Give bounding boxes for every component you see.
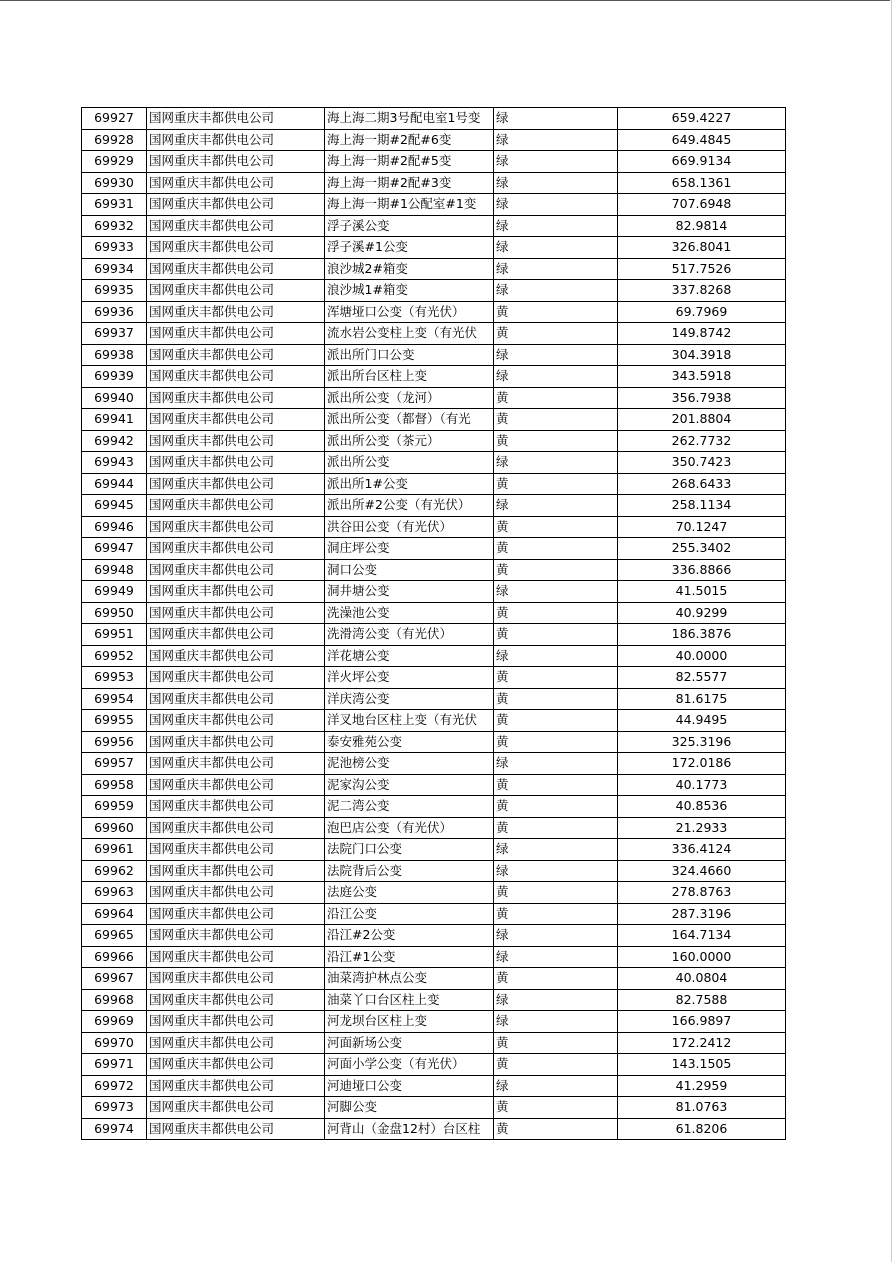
status-cell: 绿 xyxy=(494,925,618,947)
row-id-cell: 69955 xyxy=(82,710,147,732)
transformer-name-cell: 泡巴店公变（有光伏） xyxy=(325,817,494,839)
row-id-cell: 69946 xyxy=(82,516,147,538)
table-row xyxy=(82,151,786,173)
company-cell: 国网重庆丰都供电公司 xyxy=(147,882,325,904)
table-row xyxy=(82,215,786,237)
company-cell: 国网重庆丰都供电公司 xyxy=(147,667,325,689)
company-cell: 国网重庆丰都供电公司 xyxy=(147,409,325,431)
value-cell: 61.8206 xyxy=(618,1118,786,1140)
table-row xyxy=(82,731,786,753)
table-row xyxy=(82,1054,786,1076)
table-row xyxy=(82,1097,786,1119)
value-cell: 82.9814 xyxy=(618,215,786,237)
row-id-cell: 69971 xyxy=(82,1054,147,1076)
value-cell: 287.3196 xyxy=(618,903,786,925)
row-id-cell: 69949 xyxy=(82,581,147,603)
table-row xyxy=(82,280,786,302)
table-row xyxy=(82,903,786,925)
transformer-name-cell: 浪沙城2#箱变 xyxy=(325,258,494,280)
value-cell: 258.1134 xyxy=(618,495,786,517)
transformer-name-cell: 海上海一期#2配#6变 xyxy=(325,129,494,151)
table-row xyxy=(82,538,786,560)
transformer-name-cell: 派出所台区柱上变 xyxy=(325,366,494,388)
company-cell: 国网重庆丰都供电公司 xyxy=(147,946,325,968)
transformer-name-cell: 泥二湾公变 xyxy=(325,796,494,818)
company-cell: 国网重庆丰都供电公司 xyxy=(147,860,325,882)
row-id-cell: 69973 xyxy=(82,1097,147,1119)
company-cell: 国网重庆丰都供电公司 xyxy=(147,538,325,560)
status-cell: 黄 xyxy=(494,1118,618,1140)
row-id-cell: 69937 xyxy=(82,323,147,345)
transformer-name-cell: 洗滑湾公变（有光伏） xyxy=(325,624,494,646)
value-cell: 40.1773 xyxy=(618,774,786,796)
company-cell: 国网重庆丰都供电公司 xyxy=(147,430,325,452)
row-id-cell: 69956 xyxy=(82,731,147,753)
transformer-name-cell: 派出所门口公变 xyxy=(325,344,494,366)
value-cell: 40.9299 xyxy=(618,602,786,624)
transformer-name-cell: 泥池榜公变 xyxy=(325,753,494,775)
row-id-cell: 69936 xyxy=(82,301,147,323)
transformer-name-cell: 海上海一期#2配#3变 xyxy=(325,172,494,194)
transformer-name-cell: 油菜湾护林点公变 xyxy=(325,968,494,990)
table-row xyxy=(82,624,786,646)
transformer-name-cell: 海上海一期#1公配室#1变 xyxy=(325,194,494,216)
transformer-name-cell: 泰安雅苑公变 xyxy=(325,731,494,753)
transformer-name-cell: 河迪垭口公变 xyxy=(325,1075,494,1097)
row-id-cell: 69950 xyxy=(82,602,147,624)
transformer-name-cell: 法庭公变 xyxy=(325,882,494,904)
row-id-cell: 69972 xyxy=(82,1075,147,1097)
status-cell: 绿 xyxy=(494,194,618,216)
value-cell: 143.1505 xyxy=(618,1054,786,1076)
transformer-name-cell: 洋花塘公变 xyxy=(325,645,494,667)
company-cell: 国网重庆丰都供电公司 xyxy=(147,796,325,818)
status-cell: 绿 xyxy=(494,237,618,259)
table-row xyxy=(82,1075,786,1097)
value-cell: 356.7938 xyxy=(618,387,786,409)
status-cell: 黄 xyxy=(494,538,618,560)
value-cell: 160.0000 xyxy=(618,946,786,968)
status-cell: 绿 xyxy=(494,860,618,882)
transformer-name-cell: 流水岩公变柱上变（有光伏 xyxy=(325,323,494,345)
table-row xyxy=(82,516,786,538)
table-row xyxy=(82,710,786,732)
status-cell: 绿 xyxy=(494,989,618,1011)
row-id-cell: 69940 xyxy=(82,387,147,409)
company-cell: 国网重庆丰都供电公司 xyxy=(147,129,325,151)
table-row xyxy=(82,258,786,280)
company-cell: 国网重庆丰都供电公司 xyxy=(147,387,325,409)
transformer-name-cell: 法院门口公变 xyxy=(325,839,494,861)
table-row xyxy=(82,1032,786,1054)
table-row xyxy=(82,495,786,517)
company-cell: 国网重庆丰都供电公司 xyxy=(147,559,325,581)
company-cell: 国网重庆丰都供电公司 xyxy=(147,839,325,861)
transformer-name-cell: 浑塘垭口公变（有光伏） xyxy=(325,301,494,323)
status-cell: 黄 xyxy=(494,817,618,839)
table-row xyxy=(82,968,786,990)
status-cell: 绿 xyxy=(494,129,618,151)
row-id-cell: 69967 xyxy=(82,968,147,990)
row-id-cell: 69927 xyxy=(82,108,147,130)
company-cell: 国网重庆丰都供电公司 xyxy=(147,817,325,839)
value-cell: 70.1247 xyxy=(618,516,786,538)
status-cell: 黄 xyxy=(494,968,618,990)
table-row xyxy=(82,839,786,861)
row-id-cell: 69974 xyxy=(82,1118,147,1140)
company-cell: 国网重庆丰都供电公司 xyxy=(147,280,325,302)
value-cell: 658.1361 xyxy=(618,172,786,194)
company-cell: 国网重庆丰都供电公司 xyxy=(147,495,325,517)
company-cell: 国网重庆丰都供电公司 xyxy=(147,1032,325,1054)
row-id-cell: 69947 xyxy=(82,538,147,560)
company-cell: 国网重庆丰都供电公司 xyxy=(147,1075,325,1097)
value-cell: 304.3918 xyxy=(618,344,786,366)
value-cell: 326.8041 xyxy=(618,237,786,259)
row-id-cell: 69941 xyxy=(82,409,147,431)
transformer-name-cell: 洞口公变 xyxy=(325,559,494,581)
status-cell: 黄 xyxy=(494,473,618,495)
transformer-name-cell: 海上海二期3号配电室1号变 xyxy=(325,108,494,130)
value-cell: 325.3196 xyxy=(618,731,786,753)
row-id-cell: 69929 xyxy=(82,151,147,173)
transformer-name-cell: 沿江#2公变 xyxy=(325,925,494,947)
company-cell: 国网重庆丰都供电公司 xyxy=(147,1011,325,1033)
value-cell: 201.8804 xyxy=(618,409,786,431)
transformer-name-cell: 沿江公变 xyxy=(325,903,494,925)
table-row xyxy=(82,409,786,431)
table-row xyxy=(82,753,786,775)
row-id-cell: 69968 xyxy=(82,989,147,1011)
table-row xyxy=(82,301,786,323)
row-id-cell: 69957 xyxy=(82,753,147,775)
status-cell: 黄 xyxy=(494,323,618,345)
value-cell: 659.4227 xyxy=(618,108,786,130)
status-cell: 绿 xyxy=(494,452,618,474)
row-id-cell: 69944 xyxy=(82,473,147,495)
company-cell: 国网重庆丰都供电公司 xyxy=(147,473,325,495)
company-cell: 国网重庆丰都供电公司 xyxy=(147,452,325,474)
status-cell: 绿 xyxy=(494,839,618,861)
value-cell: 69.7969 xyxy=(618,301,786,323)
company-cell: 国网重庆丰都供电公司 xyxy=(147,215,325,237)
transformer-name-cell: 派出所公变（龙河） xyxy=(325,387,494,409)
company-cell: 国网重庆丰都供电公司 xyxy=(147,645,325,667)
value-cell: 40.0000 xyxy=(618,645,786,667)
status-cell: 绿 xyxy=(494,946,618,968)
status-cell: 黄 xyxy=(494,710,618,732)
company-cell: 国网重庆丰都供电公司 xyxy=(147,366,325,388)
status-cell: 黄 xyxy=(494,559,618,581)
transformer-name-cell: 泥家沟公变 xyxy=(325,774,494,796)
table-row xyxy=(82,194,786,216)
company-cell: 国网重庆丰都供电公司 xyxy=(147,151,325,173)
row-id-cell: 69945 xyxy=(82,495,147,517)
value-cell: 343.5918 xyxy=(618,366,786,388)
status-cell: 黄 xyxy=(494,602,618,624)
row-id-cell: 69939 xyxy=(82,366,147,388)
table-row xyxy=(82,860,786,882)
status-cell: 黄 xyxy=(494,667,618,689)
company-cell: 国网重庆丰都供电公司 xyxy=(147,1054,325,1076)
value-cell: 278.8763 xyxy=(618,882,786,904)
value-cell: 707.6948 xyxy=(618,194,786,216)
table-row xyxy=(82,817,786,839)
company-cell: 国网重庆丰都供电公司 xyxy=(147,1118,325,1140)
row-id-cell: 69952 xyxy=(82,645,147,667)
table-row xyxy=(82,602,786,624)
table-row xyxy=(82,473,786,495)
page-top-rule xyxy=(0,0,890,2)
transformer-name-cell: 河面小学公变（有光伏） xyxy=(325,1054,494,1076)
row-id-cell: 69930 xyxy=(82,172,147,194)
value-cell: 40.0804 xyxy=(618,968,786,990)
transformer-name-cell: 派出所1#公变 xyxy=(325,473,494,495)
company-cell: 国网重庆丰都供电公司 xyxy=(147,194,325,216)
table-row xyxy=(82,344,786,366)
table-row xyxy=(82,796,786,818)
transformer-name-cell: 浮子溪公变 xyxy=(325,215,494,237)
transformer-name-cell: 派出所公变 xyxy=(325,452,494,474)
row-id-cell: 69934 xyxy=(82,258,147,280)
value-cell: 255.3402 xyxy=(618,538,786,560)
row-id-cell: 69963 xyxy=(82,882,147,904)
company-cell: 国网重庆丰都供电公司 xyxy=(147,516,325,538)
status-cell: 黄 xyxy=(494,774,618,796)
status-cell: 绿 xyxy=(494,581,618,603)
value-cell: 40.8536 xyxy=(618,796,786,818)
transformer-name-cell: 洋叉地台区柱上变（有光伏 xyxy=(325,710,494,732)
table-row xyxy=(82,172,786,194)
transformer-name-cell: 河龙坝台区柱上变 xyxy=(325,1011,494,1033)
transformer-name-cell: 浮子溪#1公变 xyxy=(325,237,494,259)
table-row xyxy=(82,559,786,581)
company-cell: 国网重庆丰都供电公司 xyxy=(147,301,325,323)
row-id-cell: 69959 xyxy=(82,796,147,818)
transformer-name-cell: 洞井塘公变 xyxy=(325,581,494,603)
table-row xyxy=(82,667,786,689)
table-row xyxy=(82,237,786,259)
table-row xyxy=(82,925,786,947)
row-id-cell: 69932 xyxy=(82,215,147,237)
status-cell: 绿 xyxy=(494,151,618,173)
transformer-name-cell: 洋火坪公变 xyxy=(325,667,494,689)
company-cell: 国网重庆丰都供电公司 xyxy=(147,774,325,796)
status-cell: 绿 xyxy=(494,366,618,388)
value-cell: 324.4660 xyxy=(618,860,786,882)
row-id-cell: 69951 xyxy=(82,624,147,646)
value-cell: 82.7588 xyxy=(618,989,786,1011)
company-cell: 国网重庆丰都供电公司 xyxy=(147,258,325,280)
table-row xyxy=(82,323,786,345)
row-id-cell: 69961 xyxy=(82,839,147,861)
value-cell: 517.7526 xyxy=(618,258,786,280)
status-cell: 黄 xyxy=(494,409,618,431)
transformer-table xyxy=(81,107,786,1140)
status-cell: 绿 xyxy=(494,645,618,667)
company-cell: 国网重庆丰都供电公司 xyxy=(147,323,325,345)
status-cell: 绿 xyxy=(494,258,618,280)
status-cell: 黄 xyxy=(494,1032,618,1054)
row-id-cell: 69953 xyxy=(82,667,147,689)
row-id-cell: 69969 xyxy=(82,1011,147,1033)
transformer-name-cell: 河面新场公变 xyxy=(325,1032,494,1054)
company-cell: 国网重庆丰都供电公司 xyxy=(147,1097,325,1119)
transformer-name-cell: 洋庆湾公变 xyxy=(325,688,494,710)
status-cell: 绿 xyxy=(494,108,618,130)
row-id-cell: 69966 xyxy=(82,946,147,968)
row-id-cell: 69935 xyxy=(82,280,147,302)
company-cell: 国网重庆丰都供电公司 xyxy=(147,989,325,1011)
value-cell: 350.7423 xyxy=(618,452,786,474)
row-id-cell: 69948 xyxy=(82,559,147,581)
transformer-name-cell: 法院背后公变 xyxy=(325,860,494,882)
table-row xyxy=(82,774,786,796)
value-cell: 262.7732 xyxy=(618,430,786,452)
company-cell: 国网重庆丰都供电公司 xyxy=(147,731,325,753)
transformer-name-cell: 河背山（金盘12村）台区柱 xyxy=(325,1118,494,1140)
status-cell: 黄 xyxy=(494,516,618,538)
company-cell: 国网重庆丰都供电公司 xyxy=(147,108,325,130)
transformer-name-cell: 派出所公变（茶元） xyxy=(325,430,494,452)
company-cell: 国网重庆丰都供电公司 xyxy=(147,344,325,366)
value-cell: 41.5015 xyxy=(618,581,786,603)
value-cell: 186.3876 xyxy=(618,624,786,646)
transformer-name-cell: 油菜丫口台区柱上变 xyxy=(325,989,494,1011)
value-cell: 81.6175 xyxy=(618,688,786,710)
status-cell: 绿 xyxy=(494,1011,618,1033)
table-row xyxy=(82,108,786,130)
value-cell: 336.8866 xyxy=(618,559,786,581)
table-row xyxy=(82,581,786,603)
status-cell: 黄 xyxy=(494,387,618,409)
transformer-name-cell: 洪谷田公变（有光伏） xyxy=(325,516,494,538)
table-row xyxy=(82,1118,786,1140)
value-cell: 337.8268 xyxy=(618,280,786,302)
value-cell: 649.4845 xyxy=(618,129,786,151)
company-cell: 国网重庆丰都供电公司 xyxy=(147,903,325,925)
row-id-cell: 69931 xyxy=(82,194,147,216)
transformer-name-cell: 洗澡池公变 xyxy=(325,602,494,624)
row-id-cell: 69962 xyxy=(82,860,147,882)
status-cell: 黄 xyxy=(494,1097,618,1119)
status-cell: 绿 xyxy=(494,753,618,775)
value-cell: 172.0186 xyxy=(618,753,786,775)
status-cell: 黄 xyxy=(494,430,618,452)
company-cell: 国网重庆丰都供电公司 xyxy=(147,581,325,603)
value-cell: 41.2959 xyxy=(618,1075,786,1097)
row-id-cell: 69943 xyxy=(82,452,147,474)
table-row xyxy=(82,946,786,968)
company-cell: 国网重庆丰都供电公司 xyxy=(147,753,325,775)
company-cell: 国网重庆丰都供电公司 xyxy=(147,602,325,624)
transformer-name-cell: 洞庄坪公变 xyxy=(325,538,494,560)
table-row xyxy=(82,452,786,474)
row-id-cell: 69964 xyxy=(82,903,147,925)
value-cell: 172.2412 xyxy=(618,1032,786,1054)
status-cell: 黄 xyxy=(494,796,618,818)
table-row xyxy=(82,430,786,452)
value-cell: 82.5577 xyxy=(618,667,786,689)
value-cell: 336.4124 xyxy=(618,839,786,861)
status-cell: 绿 xyxy=(494,1075,618,1097)
status-cell: 绿 xyxy=(494,215,618,237)
transformer-name-cell: 河脚公变 xyxy=(325,1097,494,1119)
status-cell: 黄 xyxy=(494,731,618,753)
transformer-name-cell: 沿江#1公变 xyxy=(325,946,494,968)
status-cell: 黄 xyxy=(494,1054,618,1076)
company-cell: 国网重庆丰都供电公司 xyxy=(147,710,325,732)
status-cell: 黄 xyxy=(494,688,618,710)
status-cell: 黄 xyxy=(494,624,618,646)
transformer-name-cell: 海上海一期#2配#5变 xyxy=(325,151,494,173)
table-row xyxy=(82,989,786,1011)
transformer-name-cell: 派出所#2公变（有光伏） xyxy=(325,495,494,517)
table-row xyxy=(82,387,786,409)
value-cell: 149.8742 xyxy=(618,323,786,345)
status-cell: 黄 xyxy=(494,301,618,323)
row-id-cell: 69933 xyxy=(82,237,147,259)
status-cell: 绿 xyxy=(494,495,618,517)
value-cell: 268.6433 xyxy=(618,473,786,495)
status-cell: 绿 xyxy=(494,172,618,194)
table-row xyxy=(82,129,786,151)
row-id-cell: 69938 xyxy=(82,344,147,366)
row-id-cell: 69970 xyxy=(82,1032,147,1054)
status-cell: 绿 xyxy=(494,344,618,366)
row-id-cell: 69960 xyxy=(82,817,147,839)
company-cell: 国网重庆丰都供电公司 xyxy=(147,925,325,947)
table-row xyxy=(82,366,786,388)
table-row xyxy=(82,645,786,667)
value-cell: 166.9897 xyxy=(618,1011,786,1033)
row-id-cell: 69954 xyxy=(82,688,147,710)
status-cell: 绿 xyxy=(494,280,618,302)
value-cell: 669.9134 xyxy=(618,151,786,173)
value-cell: 81.0763 xyxy=(618,1097,786,1119)
row-id-cell: 69958 xyxy=(82,774,147,796)
row-id-cell: 69942 xyxy=(82,430,147,452)
company-cell: 国网重庆丰都供电公司 xyxy=(147,688,325,710)
status-cell: 黄 xyxy=(494,903,618,925)
transformer-name-cell: 浪沙城1#箱变 xyxy=(325,280,494,302)
value-cell: 44.9495 xyxy=(618,710,786,732)
table-row xyxy=(82,1011,786,1033)
value-cell: 21.2933 xyxy=(618,817,786,839)
table-row xyxy=(82,688,786,710)
table-body xyxy=(82,108,786,1140)
company-cell: 国网重庆丰都供电公司 xyxy=(147,237,325,259)
status-cell: 黄 xyxy=(494,882,618,904)
company-cell: 国网重庆丰都供电公司 xyxy=(147,968,325,990)
row-id-cell: 69965 xyxy=(82,925,147,947)
transformer-name-cell: 派出所公变（都督）（有光 xyxy=(325,409,494,431)
company-cell: 国网重庆丰都供电公司 xyxy=(147,172,325,194)
company-cell: 国网重庆丰都供电公司 xyxy=(147,624,325,646)
value-cell: 164.7134 xyxy=(618,925,786,947)
row-id-cell: 69928 xyxy=(82,129,147,151)
table-row xyxy=(82,882,786,904)
